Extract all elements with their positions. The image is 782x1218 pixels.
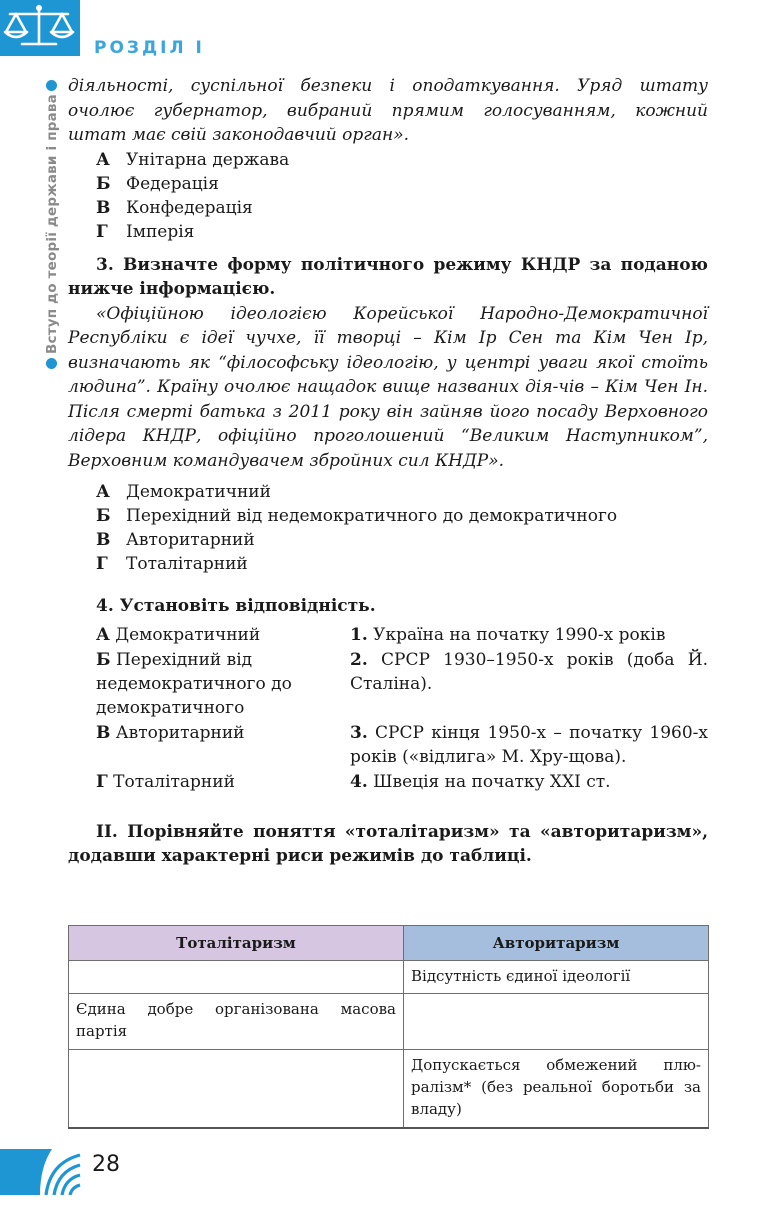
option-text: Перехідний від недемократичного до демократичного (126, 506, 618, 526)
match-number: 3. (350, 722, 368, 743)
q2-quote-line: діяльності, суспільної безпеки і оподаткування. Уряд штату (68, 76, 708, 96)
page-number: 28 (92, 1152, 120, 1177)
match-right-text: Швеція на початку XXI ст. (373, 771, 611, 792)
table-header-authoritarianism: Авторитаризм (404, 926, 709, 961)
option-row (68, 528, 708, 552)
option-text: Імперія (126, 221, 195, 242)
match-right (350, 648, 708, 720)
footer-accent (0, 1149, 82, 1195)
q2-quote-last-line: штат має свій законодавчий орган». (68, 125, 409, 145)
match-left-text: Авторитарний (115, 722, 245, 743)
match-letter: Б (96, 649, 111, 670)
match-right (350, 721, 708, 769)
page-content (68, 74, 708, 869)
table-header-row (69, 926, 709, 961)
table-cell: Допускається обмежений плю-ралізм* (без реальної боротьби за владу) (404, 1050, 709, 1128)
option-row (68, 480, 708, 504)
option-letter: А (96, 149, 110, 170)
option-row (68, 196, 708, 220)
option-letter: В (96, 197, 111, 218)
option-text: Авторитарний (126, 530, 255, 550)
table-header-totalitarianism: Тоталітаризм (69, 926, 404, 961)
option-text: Унітарна держава (126, 149, 290, 170)
q3-prompt: 3. Визначте форму політичного режиму КНДР за поданою нижче інформацією. (68, 254, 708, 299)
match-left (96, 623, 350, 647)
table-cell (404, 994, 709, 1050)
table-row (69, 1050, 709, 1128)
match-letter: Г (96, 771, 108, 792)
q2-quote-continuation (68, 74, 708, 123)
signal-waves-icon (0, 1149, 82, 1195)
option-letter: А (96, 482, 110, 502)
match-left (96, 648, 328, 720)
option-letter: Г (96, 221, 108, 242)
table-cell: Відсутність єдиної ідеології (404, 961, 709, 994)
match-letter: А (96, 624, 110, 645)
match-right-text: СРСР кінця 1950-х – початку 1960-х років («відлига» М. Хру-щова). (350, 722, 709, 767)
match-left-text: Демократичний (115, 624, 261, 645)
option-letter: Б (96, 506, 111, 526)
q2-options (68, 148, 708, 244)
option-row (68, 220, 708, 244)
option-letter: Г (96, 554, 108, 574)
match-right (350, 770, 708, 794)
table-cell (69, 1050, 404, 1128)
match-letter: В (96, 722, 111, 743)
match-right-text: Україна на початку 1990-х років (373, 624, 666, 645)
q3-quote: «Офіційною ідеологією Корейської Народно-Демократичної Республіки є ідеї чучхе, її творці – Кім Ір Сен та Кім Чен Ір, визначають як “філософську ідеологію, у центрі уваги якої стоїть людина”. Країну очолює нащадок вище названих дія-чів – Кім Чен Ін. Після смерті батька з 2011 року він зайняв його посаду Верховного лідера КНДР, офіційно проголошений “Великим Наступником”, Верховним командувачем збройних сил КНДР». (68, 303, 708, 471)
option-row (68, 552, 708, 576)
task2-prompt: ІІ. Порівняйте поняття «тоталітаризм» та «авторитаризм», додавши характерні риси режимів до таблиці. (68, 821, 708, 866)
table-row (69, 994, 709, 1050)
match-number: 2. (350, 649, 368, 670)
match-left (96, 770, 350, 794)
table-cell (69, 961, 404, 994)
option-text: Демократичний (126, 482, 271, 502)
match-number: 1. (350, 624, 368, 645)
table-cell: Єдина добре організована масова партія (69, 994, 404, 1050)
option-text: Конфедерація (126, 197, 253, 218)
match-right (350, 623, 708, 647)
match-number: 4. (350, 771, 368, 792)
comparison-table (68, 925, 709, 1129)
side-dot-top (46, 80, 57, 91)
q2-quote-line: очолює губернатор, вибраний прямим голосуванням, кожний (68, 100, 708, 121)
q4-matching-grid (68, 623, 708, 795)
option-text: Федерація (126, 173, 219, 194)
side-dot-bottom (46, 358, 57, 369)
match-left-text: Перехідний від недемократичного до демократичного (96, 649, 292, 718)
q3-options (68, 480, 708, 576)
option-row (68, 504, 708, 528)
option-letter: Б (96, 173, 111, 194)
option-row (68, 172, 708, 196)
table-row (69, 961, 709, 994)
option-letter: В (96, 530, 111, 550)
scales-icon (0, 0, 80, 56)
match-left (96, 721, 350, 769)
option-row (68, 148, 708, 172)
match-left-text: Тоталітарний (113, 771, 235, 792)
section-title: РОЗДІЛ І (94, 38, 205, 58)
q4-prompt: 4. Установіть відповідність. (96, 596, 376, 616)
match-right-text: СРСР 1930–1950-х років (доба Й. Сталіна). (350, 649, 708, 694)
header-accent-block (0, 0, 80, 56)
option-text: Тоталітарний (126, 554, 248, 574)
sidebar-chapter-title: Вступ до теорії держави і права (44, 94, 60, 354)
